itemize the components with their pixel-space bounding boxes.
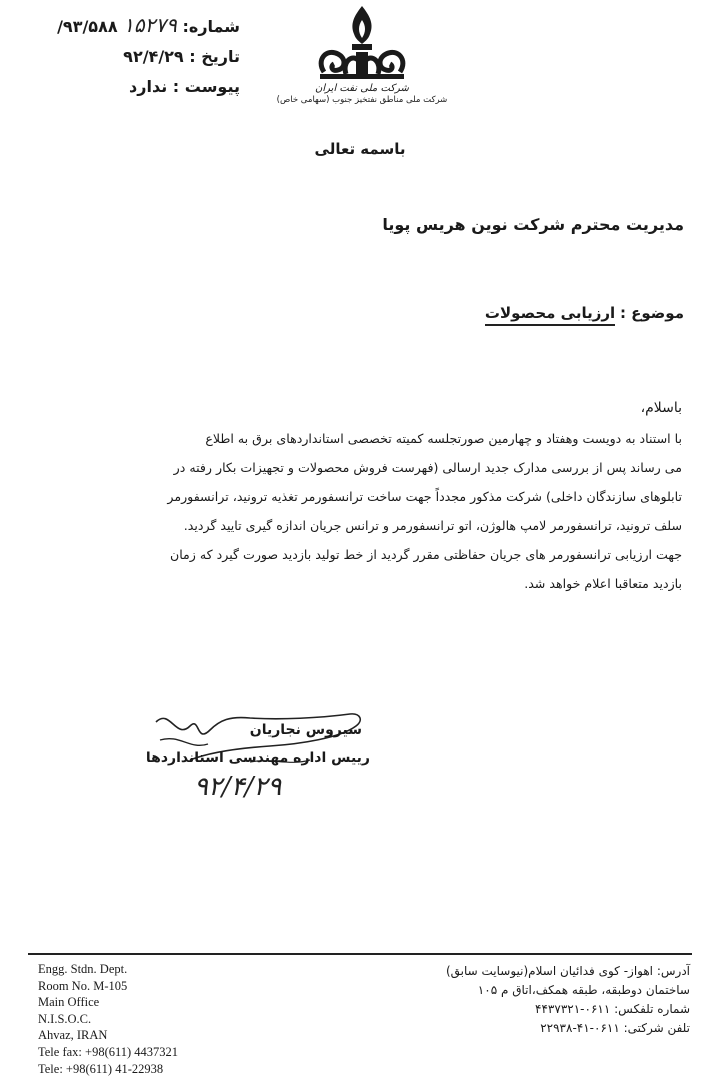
footer-left-line: Ahvaz, IRAN xyxy=(38,1028,108,1043)
subject-value: ارزیابی محصولات xyxy=(485,304,615,326)
footer-right-line: آدرس: اهواز- کوی فدائیان اسلام(نیوسایت سابق) xyxy=(445,964,690,978)
logo-title: شرکت ملی نفت ایران xyxy=(315,83,409,94)
footer-left-line: Tele fax: +98(611) 4437321 xyxy=(38,1044,179,1059)
footer-persian-address xyxy=(446,962,690,1038)
logo-subtitle: شرکت ملی مناطق نفتخیز جنوب (سهامی خاص) xyxy=(276,95,448,105)
letter-number-printed: ۹۳/۵۸۸/ xyxy=(57,17,118,36)
footer-left-line: Engg. Stdn. Dept. xyxy=(38,962,128,976)
letter-date-row xyxy=(50,42,240,72)
signature-block xyxy=(145,700,370,810)
letter-number-row xyxy=(50,10,240,42)
nioc-flame-logo-icon xyxy=(302,2,422,82)
footer-english-address xyxy=(38,961,178,1077)
footer-left-line: Room No. M-105 xyxy=(38,978,128,993)
footer-right-line: ساختمان دوطبقه، طبقه همکف،اتاق م ۱۰۵ xyxy=(477,983,690,997)
footer-divider xyxy=(28,953,692,955)
footer-left-line: Tele: +98(611) 41-22938 xyxy=(38,1061,164,1076)
addressee: مدیریت محترم شرکت نوین هریس پویا xyxy=(382,215,684,234)
subject-line xyxy=(485,304,684,322)
signatory-name: سیروس نجاریان xyxy=(249,722,362,738)
letter-body xyxy=(60,424,682,598)
body-line: تابلوهای سازندگان داخلی) شرکت مذکور مجدداً جهت ساخت ترانسفورمر تغذیه ترونید، ترانسفورمر xyxy=(167,489,682,504)
body-line: می رساند پس از بررسی مدارک جدید ارسالی (فهرست فروش محصولات و تجهیزات بکار رفته در xyxy=(173,460,682,475)
letter-date-label: تاریخ : xyxy=(189,47,240,66)
footer-left-line: Main Office xyxy=(38,995,100,1010)
signature-date: ۹۲/۴/۲۹ xyxy=(194,772,282,802)
subject-label: موضوع : xyxy=(619,304,684,322)
letter-attachment-label: پیوست : xyxy=(172,77,240,96)
signatory-title: رییس اداره مهندسی استانداردها xyxy=(145,750,370,766)
letter-meta xyxy=(50,10,240,102)
letter-attachment-value: ندارد xyxy=(129,77,168,96)
body-line: سلف ترونید، ترانسفورمر لامپ هالوژن، اتو ترانسفورمر و ترانس جریان اندازه گیری تایید گردید. xyxy=(183,518,682,533)
letter-number-handwritten: ۱۵۲۷۹ xyxy=(123,13,177,37)
body-line: بازدید متعاقبا اعلام خواهد شد. xyxy=(524,576,682,591)
letter-attachment-row xyxy=(50,72,240,102)
footer-right-line: شماره تلفکس: ۰۶۱۱-۴۴۳۷۳۲۱ xyxy=(535,1002,690,1016)
greeting: باسلام، xyxy=(640,400,682,416)
footer-left-line: N.I.S.O.C. xyxy=(38,1011,92,1026)
body-line: با استناد به دویست وهفتاد و چهارمین صورتجلسه کمیته تخصصی استانداردهای برق به اطلاع xyxy=(205,431,682,446)
footer-right-line: تلفن شرکتی: ۰۶۱۱-۴۱-۲۲۹۳۸ xyxy=(540,1021,690,1035)
body-line: جهت ارزیابی ترانسفورمر های جریان حفاظتی مقرر گردید از خط تولید بازدید صورت گیرد که زمان xyxy=(169,547,682,562)
basmala-heading: باسمه تعالی xyxy=(314,140,406,158)
letter-date-value: ۹۲/۴/۲۹ xyxy=(123,47,184,66)
company-logo xyxy=(262,2,462,114)
letter-number-label: شماره: xyxy=(182,17,240,36)
